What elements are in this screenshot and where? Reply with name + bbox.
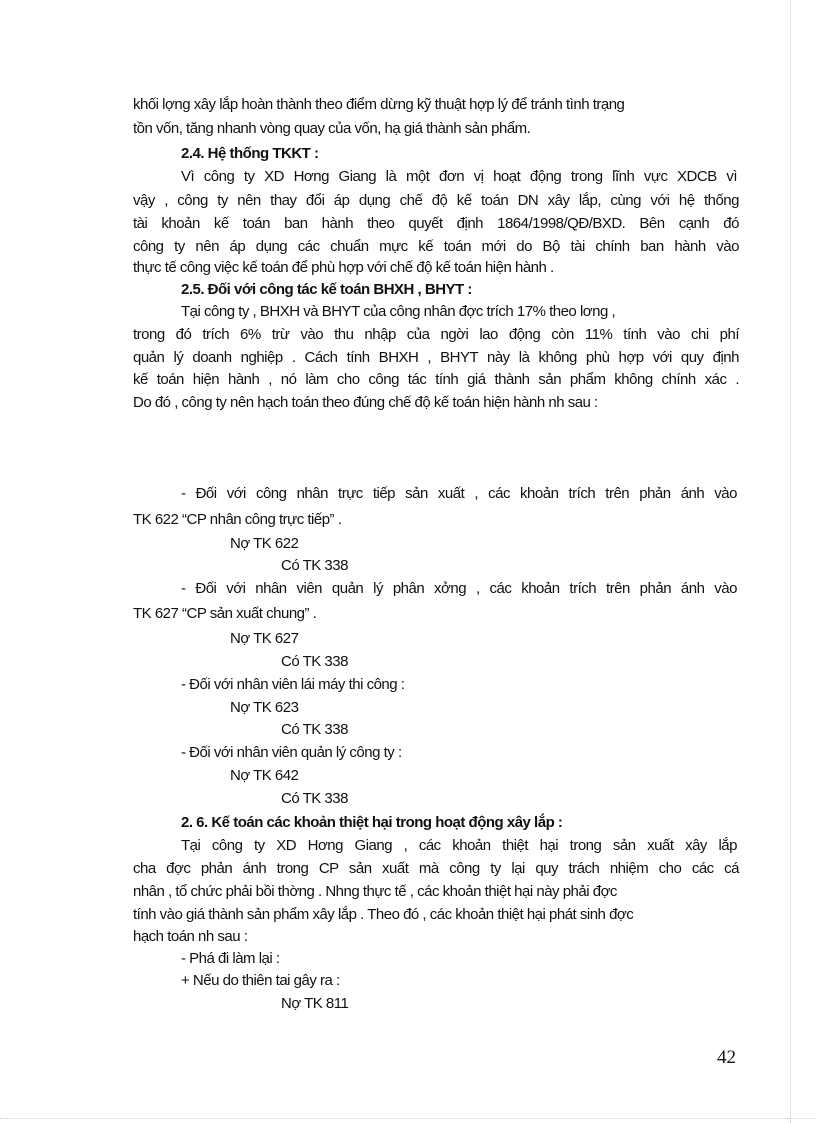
text-line: TK 627 “CP sản xuất chung” . bbox=[133, 605, 317, 622]
text-line: cha đợc phản ánh trong CP sản xuất mà công ty lại quy trách nhiệm cho các cá bbox=[133, 860, 739, 877]
journal-credit: Có TK 338 bbox=[281, 557, 348, 574]
text-line: - Phá đi làm lại : bbox=[181, 950, 280, 967]
page-number: 42 bbox=[717, 1047, 736, 1068]
page-border-bottom bbox=[0, 1118, 816, 1119]
journal-debit: Nợ TK 642 bbox=[230, 767, 299, 784]
journal-credit: Có TK 338 bbox=[281, 721, 348, 738]
text-line: Vì công ty XD Hơng Giang là một đơn vị hoạt động trong lĩnh vực XDCB vì bbox=[181, 168, 737, 185]
journal-credit: Có TK 338 bbox=[281, 790, 348, 807]
text-line: + Nếu do thiên tai gây ra : bbox=[181, 972, 340, 989]
journal-debit: Nợ TK 623 bbox=[230, 699, 299, 716]
text-line: công ty nên áp dụng các chuẩn mực kế toán mới do Bộ tài chính ban hành vào bbox=[133, 238, 739, 255]
page-border-right bbox=[790, 0, 791, 1123]
text-line: kế toán hiện hành , nó làm cho công tác tính giá thành sản phẩm không chính xác . bbox=[133, 371, 739, 388]
text-line: tài khoản kế toán ban hành theo quyết định 1864/1998/QĐ/BXD. Bên cạnh đó bbox=[133, 215, 739, 232]
text-line: khối lợng xây lắp hoàn thành theo điểm dừng kỹ thuật hợp lý để tránh tình trạng bbox=[133, 96, 625, 113]
text-line: - Đối với nhân viên quản lý công ty : bbox=[181, 744, 402, 761]
text-line: - Đối với nhân viên quản lý phân xởng , các khoản trích trên phản ánh vào bbox=[181, 580, 737, 597]
text-line: vậy , công ty nên thay đổi áp dụng chế độ kế toán DN xây lắp, cùng với hệ thống bbox=[133, 192, 739, 209]
journal-debit: Nợ TK 811 bbox=[281, 995, 349, 1012]
journal-debit: Nợ TK 622 bbox=[230, 535, 299, 552]
journal-debit: Nợ TK 627 bbox=[230, 630, 299, 647]
text-line: tồn vốn, tăng nhanh vòng quay của vốn, hạ giá thành sản phẩm. bbox=[133, 120, 531, 137]
text-line: Do đó , công ty nên hạch toán theo đúng chế độ kế toán hiện hành nh sau : bbox=[133, 394, 598, 411]
text-line: - Đối với công nhân trực tiếp sản xuất , các khoản trích trên phản ánh vào bbox=[181, 485, 737, 502]
text-line: tính vào giá thành sản phẩm xây lắp . Theo đó , các khoản thiệt hại phát sinh đợc bbox=[133, 906, 634, 923]
text-line: - Đối với nhân viên lái máy thi công : bbox=[181, 676, 405, 693]
journal-credit: Có TK 338 bbox=[281, 653, 348, 670]
section-heading-2-5: 2.5. Đối với công tác kế toán BHXH , BHYT : bbox=[181, 281, 472, 298]
text-line: TK 622 “CP nhân công trực tiếp” . bbox=[133, 511, 342, 528]
text-line: hạch toán nh sau : bbox=[133, 928, 248, 945]
text-line: Tại công ty , BHXH và BHYT của công nhân đợc trích 17% theo lơng , bbox=[181, 303, 616, 320]
section-heading-2-6: 2. 6. Kế toán các khoản thiệt hại trong hoạt động xây lắp : bbox=[181, 814, 563, 831]
text-line: quản lý doanh nghiệp . Cách tính BHXH , BHYT này là không phù hợp với quy định bbox=[133, 349, 739, 366]
text-line: trong đó trích 6% trừ vào thu nhập của ngời lao động còn 11% tính vào chi phí bbox=[133, 326, 739, 343]
section-heading-2-4: 2.4. Hệ thống TKKT : bbox=[181, 145, 319, 162]
text-line: thực tế công việc kế toán để phù hợp với chế độ kế toán hiện hành . bbox=[133, 259, 554, 276]
text-line: Tại công ty XD Hơng Giang , các khoản thiệt hại trong sản xuất xây lắp bbox=[181, 837, 737, 854]
text-line: nhân , tổ chức phải bồi thờng . Nhng thực tế , các khoản thiệt hại này phải đợc bbox=[133, 883, 617, 900]
